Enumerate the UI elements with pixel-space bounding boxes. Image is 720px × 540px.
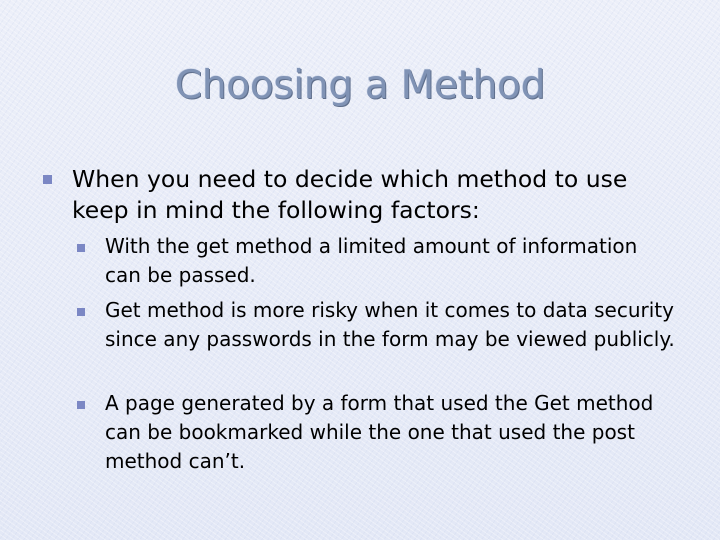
sub-bullet-text: Get method is more risky when it comes to data security since any passwords in the form may be viewed publicly.	[105, 298, 675, 351]
sub-bullet-text: With the get method a limited amount of information can be passed.	[105, 234, 638, 287]
square-bullet-icon	[77, 244, 85, 252]
square-bullet-icon	[77, 308, 85, 316]
slide-title: Choosing a Method	[174, 63, 546, 108]
sub-bullet-text: A page generated by a form that used the Get method can be bookmarked while the one that used the post method can’t.	[105, 391, 654, 473]
square-bullet-icon	[77, 401, 85, 409]
square-bullet-icon	[43, 175, 52, 184]
main-bullet-text: When you need to decide which method to use keep in mind the following factors:	[72, 165, 628, 224]
